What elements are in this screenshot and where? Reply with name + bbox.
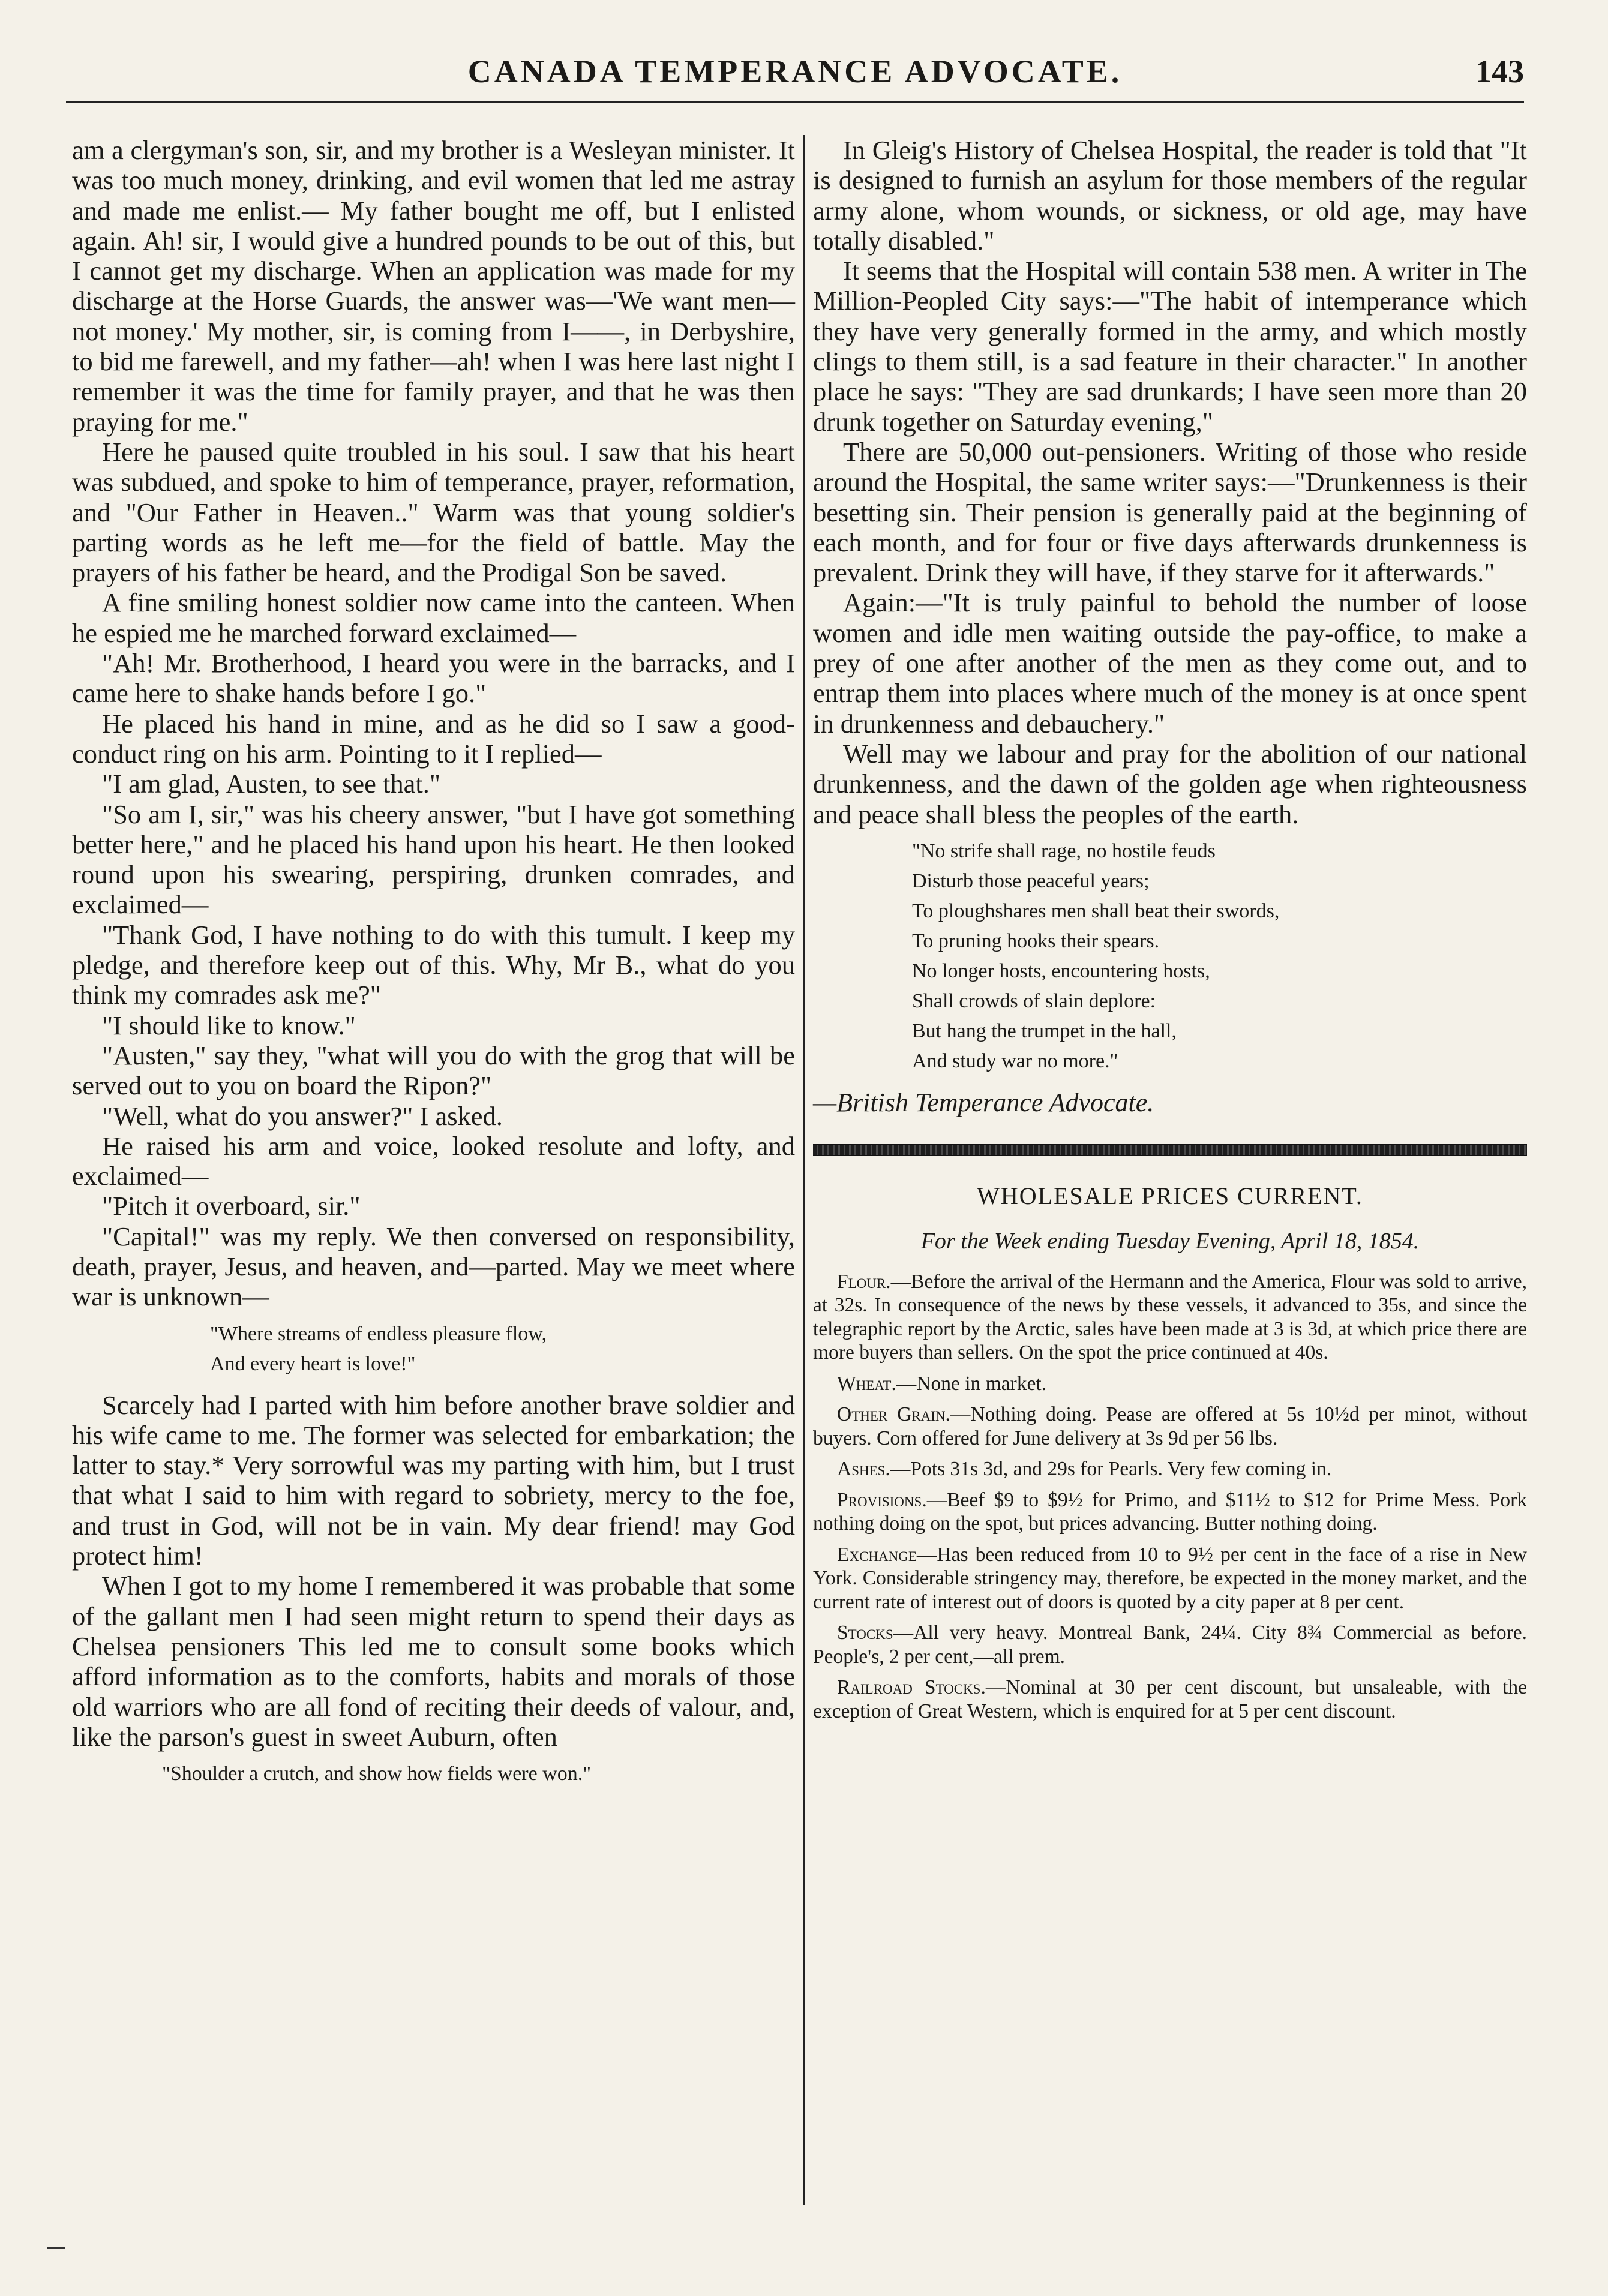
verse-line: "Shoulder a crutch, and show how fields were won." (162, 1763, 592, 1785)
paragraph: In Gleig's History of Chelsea Hospital, the reader is told that "It is designed to furnish an asylum for those members of the regular army alone, whom wounds, or sickness, or old age, may have totally disabled." (813, 135, 1527, 256)
price-item (813, 1543, 1527, 1614)
paragraph: It seems that the Hospital will contain 538 men. A writer in The Million-Peopled City says:—"The habit of intemperance which they have very generally formed in the army, and which mostly clings to them still, is a sad feature in their character." In another place he says: "They are sad drunkards; I have seen more than 20 drunk together on Saturday evening," (813, 256, 1527, 437)
price-item (813, 1457, 1527, 1481)
price-heading: Other Grain. (837, 1403, 950, 1426)
price-item (813, 1488, 1527, 1536)
price-heading: Stocks (837, 1622, 893, 1644)
verse-line: "No strife shall rage, no hostile feuds (912, 839, 1216, 862)
paragraph: A fine smiling honest soldier now came into the canteen. When he espied me he marched forward exclaimed— (72, 587, 795, 648)
paragraph: "I am glad, Austen, to see that." (102, 769, 441, 799)
paragraph: Scarcely had I parted with him before another brave soldier and his wife came to me. The former was selected for embarkation; the latter to stay.* Very sorrowful was my parting with him, but I trust that what I said to him with regard to sobriety, mercy to the foe, and trust in God, will not be in vain. My dear friend! may God protect him! (72, 1389, 795, 1571)
verse-line: But hang the trumpet in the hall, (912, 1019, 1177, 1042)
price-item (813, 1270, 1527, 1365)
price-text: —None in market. (896, 1372, 1047, 1395)
price-text: —Before the arrival of the Hermann and the America, Flour was sold to arrive, at 32s. In consequence of the news by these vessels, it advanced to 35s, and since the telegraphic report by the Arctic, sales have been made at 3 is 3d, at which price there are more buyers than sellers. On the spot the price continued at 40s. (813, 1270, 1527, 1364)
newspaper-title: CANADA TEMPERANCE ADVOCATE. (467, 53, 1123, 89)
left-column (72, 135, 795, 2247)
paragraph: "Pitch it overboard, sir." (102, 1191, 361, 1221)
verse-quote (72, 1759, 795, 1789)
paragraph: "Thank God, I have nothing to do with this tumult. I keep my pledge, and therefore keep out of this. Why, Mr B., what do you think my comrades ask me?" (72, 919, 795, 1010)
paragraph: Again:—"It is truly painful to behold the number of loose women and idle men waiting outside the pay-office, to make a prey of one after another of the men as they come out, and to entrap them into places where much of the money is at once spent in drunkenness and debauchery." (813, 587, 1527, 739)
paragraph: "So am I, sir," was his cheery answer, "but I have got something better here," and he placed his hand upon his heart. He then looked round upon his swearing, perspiring, drunken comrades, and exclaimed— (72, 799, 795, 920)
paragraph: He raised his arm and voice, looked resolute and lofty, and exclaimed— (72, 1130, 795, 1191)
page-number: 143 (1475, 53, 1524, 89)
paragraph: Well may we labour and pray for the abolition of our national drunkenness, and the dawn of the golden age when righteousness and peace shall bless the peoples of the earth. (813, 738, 1527, 829)
price-heading: Railroad Stocks. (837, 1676, 986, 1699)
paragraph: "Austen," say they, "what will you do with the grog that will be served out to you on board the Ripon?" (72, 1040, 795, 1101)
column-divider (803, 135, 805, 2205)
prices-title: WHOLESALE PRICES CURRENT. (977, 1182, 1363, 1209)
verse-quote (813, 836, 1527, 1076)
paragraph: "Capital!" was my reply. We then conversed on responsibility, death, prayer, Jesus, and heaven, and—parted. May we meet where war is unknown— (72, 1221, 795, 1312)
verse-line: No longer hosts, encountering hosts, (912, 959, 1210, 982)
price-text: —Has been reduced from 10 to 9½ per cent in the face of a rise in New York. Considerable stringency may, therefore, be expected in the money market, and the current rate of interest out of doors is quoted by a city paper at 8 per cent. (813, 1543, 1527, 1613)
paragraph: When I got to my home I remembered it was probable that some of the gallant men I had seen might return to spend their days as Chelsea pensioners This led me to consult some books which afford information as to the comforts, habits and morals of those old warriors who are all fond of reciting their deeds of valour, and, like the parson's guest in sweet Auburn, often (72, 1571, 795, 1752)
price-item (813, 1621, 1527, 1668)
page-header (66, 53, 1524, 103)
price-text: —All very heavy. Montreal Bank, 24¼. City 8¾ Commercial as before. People's, 2 per cent,—all prem. (813, 1622, 1527, 1668)
price-item (813, 1676, 1527, 1723)
verse-line: To ploughshares men shall beat their swords, (912, 899, 1280, 922)
section-divider (813, 1144, 1527, 1156)
prices-subtitle: For the Week ending Tuesday Evening, April 18, 1854. (920, 1228, 1420, 1254)
verse-line: "Where streams of endless pleasure flow, (210, 1322, 547, 1345)
paragraph: am a clergyman's son, sir, and my brother is a Wesleyan minister. It was too much money, drinking, and evil women that led me astray and made me enlist.— My father bought me off, but I enlisted again. Ah! sir, I would give a hundred pounds to be out of this, but I cannot get my discharge. When an application was made for my discharge at the Horse Guards, the answer was—'We want men—not money.' My mother, sir, is coming from I——, in Derbyshire, to bid me farewell, and my father—ah! when I was here last night I remember it was the time for family prayer, and that he was then praying for me." (72, 135, 795, 437)
price-item (813, 1403, 1527, 1450)
price-text: —Nominal at 30 per cent discount, but unsaleable, with the exception of Great Western, which is enquired for at 5 per cent discount. (813, 1676, 1528, 1722)
paragraph: "Ah! Mr. Brotherhood, I heard you were in the barracks, and I came here to shake hands before I go." (72, 648, 795, 709)
verse-line: And study war no more." (912, 1049, 1118, 1072)
price-text: —Pots 31s 3d, and 29s for Pearls. Very few coming in. (890, 1458, 1332, 1481)
paragraph: "I should like to know." (102, 1010, 356, 1040)
verse-line: And every heart is love!" (210, 1352, 416, 1375)
price-text: —Beef $9 to $9½ for Primo, and $11½ to $12 for Prime Mess. Pork nothing doing on the spot, but prices advancing. Butter nothing doing. (813, 1488, 1527, 1535)
price-heading: Exchange (837, 1543, 917, 1566)
price-heading: Provisions. (837, 1488, 927, 1511)
source-attribution: —British Temperance Advocate. (813, 1087, 1154, 1117)
paragraph: Here he paused quite troubled in his soul. I saw that his heart was subdued, and spoke to him of temperance, prayer, reformation, and "Our Father in Heaven.." Warm was that young soldier's parting words as he left me—for the field of battle. May the prayers of his father be heard, and the Prodigal Son be saved. (72, 436, 795, 588)
price-text: —Nothing doing. Pease are offered at 5s 10½d per minot, without buyers. Corn offered for June delivery at 3s 9d per 56 lbs. (813, 1403, 1527, 1449)
verse-line: To pruning hooks their spears. (912, 929, 1160, 952)
margin-mark (47, 2247, 65, 2249)
price-heading: Ashes. (837, 1458, 890, 1481)
verse-line: Disturb those peaceful years; (912, 869, 1150, 892)
right-column (813, 135, 1527, 2247)
paragraph: "Well, what do you answer?" I asked. (102, 1100, 503, 1131)
verse-quote (72, 1319, 795, 1379)
price-heading: Flour. (837, 1270, 891, 1293)
price-item (813, 1372, 1527, 1396)
price-heading: Wheat. (837, 1372, 896, 1395)
paragraph: He placed his hand in mine, and as he did so I saw a good-conduct ring on his arm. Pointing to it I replied— (72, 708, 795, 769)
paragraph: There are 50,000 out-pensioners. Writing of those who reside around the Hospital, the same writer says:—"Drunkenness is their besetting sin. Their pension is generally paid at the beginning of each month, and for four or five days afterwards drunkenness is prevalent. Drink they will have, if they starve for it afterwards." (813, 436, 1527, 588)
verse-line: Shall crowds of slain deplore: (912, 989, 1156, 1012)
prices-section (813, 1181, 1527, 1724)
